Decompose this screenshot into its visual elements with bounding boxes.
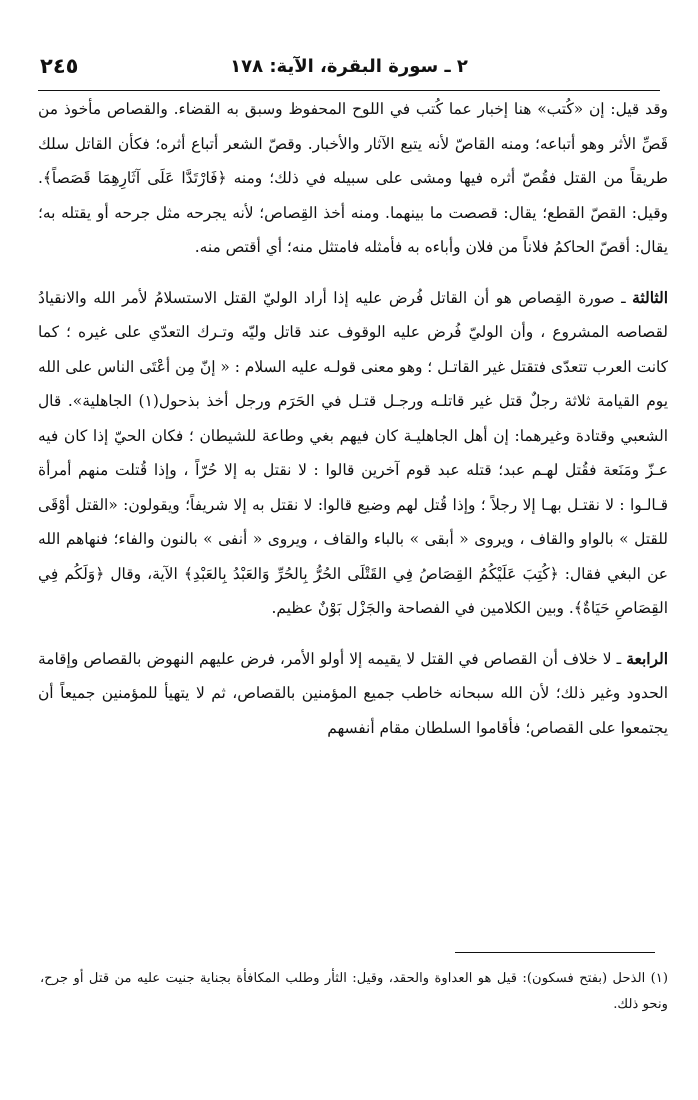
running-title: ٢ ـ سورة البقرة، الآية: ١٧٨	[230, 56, 468, 77]
paragraph-fourth	[38, 642, 668, 746]
body-text	[38, 92, 668, 745]
paragraph-text: ـ صورة القِصاص هو أن القاتل فُرض عليه إذا أراد الوليّ القتل الاستسلامُ لأمر الله والانقيادُ لقصاصه المشروع ، وأن الوليّ فُرض عليه الوقوف عند قاتل وليّه وتـرك التعدّي على غيره ؛ كما كانت العرب تتعدّى فتقتل غير القاتـل ؛ وهو معنى قولـه عليه السلام : « إنّ مِن أعْتَى الناس على الله يوم القيامة ثلاثة رجلٌ قتل غير قاتلـه ورجـل قتـل في الحَرَم ورجل أخذ بذحول(١) الجاهلية». قال الشعبي وقتادة وغيرهما: إن أهل الجاهليـة كان فيهم بغي وطاعة للشيطان ؛ فكان الحيّ إذا كان فيه عـزّ ومَنَعة فقُتل لهـم عبد؛ قتله عبد قوم آخرين قالوا : لا نقتل به إلا حُرّاً ، وإذا قُتلت منهم أمرأة قـالـوا : لا نقتـل بهـا إلا رجلاً ؛ وإذا قُتل لهم وضيع قالوا: لا نقتل به إلا شريفاً؛ ويقولون: «القتل أوْقَى للقتل » بالواو والقاف ، ويروى « أبقى » بالباء والقاف ، ويروى « أنفى » بالنون والفاء؛ فنهاهم الله عن البغي فقال: ﴿كُتِبَ عَلَيْكُمُ القِصَاصُ فِي القَتْلَى الحُرُّ بِالحُرِّ وَالعَبْدُ بِالعَبْدِ﴾ الآية، وقال ﴿وَلَكُم فِي القِصَاصِ حَيَاةٌ﴾. وبين الكلامين في الفصاحة والجَزْل بَوْنٌ عظيم.	[38, 288, 668, 617]
footnote-divider	[455, 952, 655, 953]
paragraph-text: وقد قيل: إن «كُتب» هنا إخبار عما كُتب في اللوح المحفوظ وسبق به القضاء. والقصاص مأخوذ من قَصِّ الأثر وهو أتباعه؛ ومنه القاصّ لأنه يتبع الآثار والأخبار. وقصّ الشعر أتباع أثره؛ فكأن القاتل سلك طريقاً من القتل فقُصّ أثره فيها ومشى على سبيله في ذلك؛ ومنه ﴿فَارْتَدَّا عَلَى آثَارِهِمَا قَصَصاً﴾. وقيل: القصّ القطع؛ يقال: قصصت ما بينهما. ومنه أخذ القِصاص؛ لأنه يجرحه مثل جرحه أو يقتله به؛ يقال: أقصّ الحاكمُ فلاناً من فلان وأباءه به فأمثله فامتثل منه؛ أي أقتص منه.	[38, 100, 668, 256]
page-header	[38, 50, 660, 91]
paragraph-lead: الثالثة	[632, 288, 668, 307]
paragraph-third	[38, 281, 668, 626]
footnote: (١) الذحل (بفتح فسكون): قيل هو العداوة والحقد، وقيل: الثأر وطلب المكافأة بجناية جنيت عليه من قتل أو جرح، ونحو ذلك.	[40, 971, 668, 1012]
paragraph-lead: الرابعة	[626, 649, 668, 668]
page-number: ٢٤٥	[40, 54, 79, 78]
paragraph-intro	[38, 92, 668, 265]
paragraph-text: ـ لا خلاف أن القصاص في القتل لا يقيمه إلا أولو الأمر، فرض عليهم النهوض بالقصاص وإقامة الحدود وغير ذلك؛ لأن الله سبحانه خاطب جميع المؤمنين بالقصاص، ثم لا يتهيأ للمؤمنين جميعاً أن يجتمعوا على القصاص؛ فأقاموا السلطان مقام أنفسهم	[38, 649, 668, 737]
